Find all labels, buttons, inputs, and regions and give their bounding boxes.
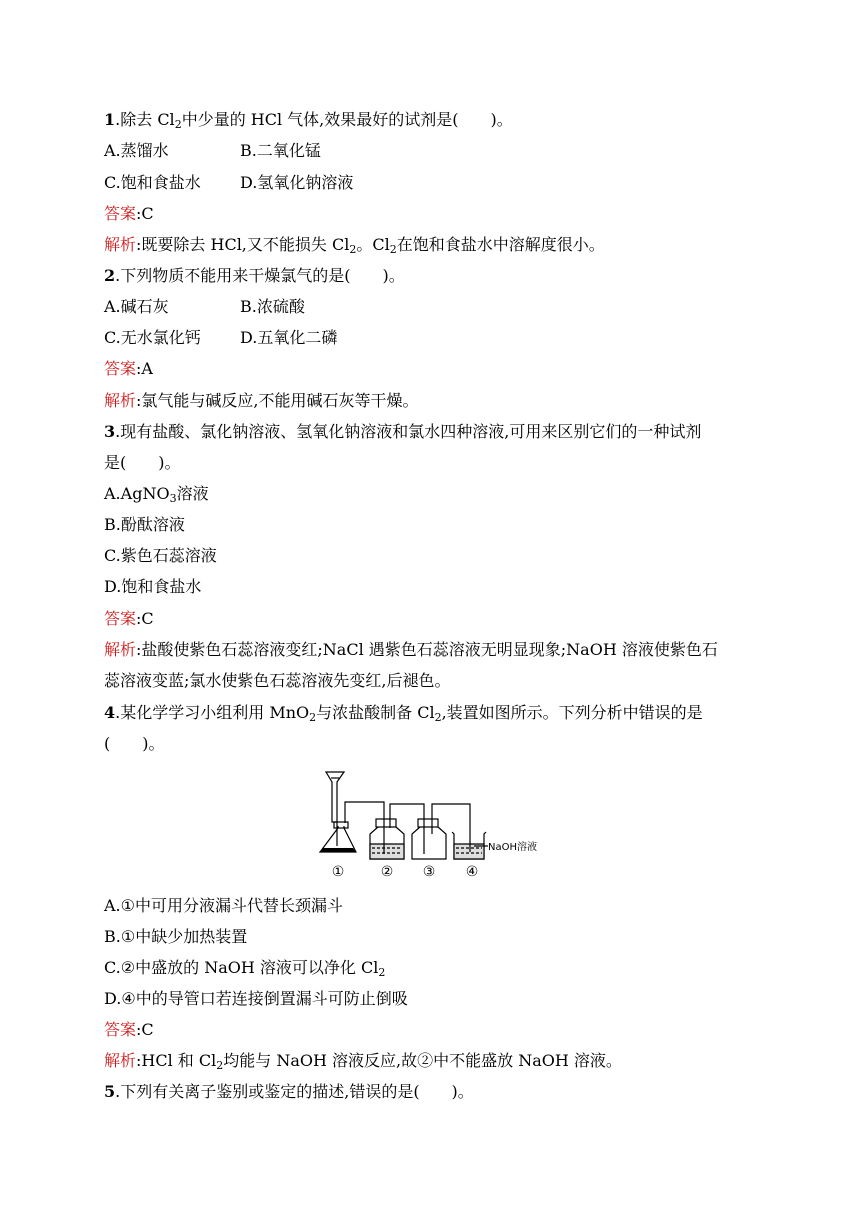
q5-number: 5: [104, 1082, 116, 1101]
q1-stem: 1.除去 $Cl_2$中少量的 HCl 气体,效果最好的试剂是( )。: [104, 110, 513, 131]
q1-option-a: A.蒸馏水: [104, 141, 169, 160]
answer-label: 答案: [104, 609, 137, 628]
q2-options-row2: [104, 328, 338, 348]
flask-1: [320, 772, 356, 852]
q4-stem-line2: ( )。: [104, 734, 165, 753]
q3-option-b: B.酚酞溶液: [104, 515, 185, 534]
q1-option-d: D.氢氧化钠溶液: [240, 173, 354, 192]
q4-answer: 答案:C: [104, 1020, 154, 1039]
apparatus-diagram: [312, 766, 552, 880]
q2-option-c: C.无水氯化钙: [104, 328, 201, 347]
q2-option-d: D.五氧化二磷: [240, 328, 338, 347]
q1-options-row1: [104, 141, 321, 161]
answer-label: 答案: [104, 204, 137, 223]
q2-number: 2: [104, 266, 116, 285]
analysis-label: 解析: [104, 235, 137, 254]
q3-option-c: C.紫色石蕊溶液: [104, 546, 217, 565]
marker-4: ④: [465, 864, 479, 880]
marker-3: ③: [422, 864, 436, 880]
beaker-label: NaOH溶液: [488, 842, 537, 853]
q4-option-b: B.①中缺少加热装置: [104, 927, 248, 946]
q1-analysis: 解析:既要除去 HCl,又不能损失 $Cl_2$。$Cl_2$在饱和食盐水中溶解度很小。: [104, 235, 605, 256]
q3-option-d: D.饱和食盐水: [104, 577, 202, 596]
bottle-3: [412, 819, 446, 859]
q4-option-c: C.②中盛放的 NaOH 溶液可以净化 $Cl_2$: [104, 958, 386, 979]
answer-label: 答案: [104, 1020, 137, 1039]
q5-stem: 5.下列有关离子鉴别或鉴定的描述,错误的是( )。: [104, 1082, 474, 1101]
q4-option-d: D.④中的导管口若连接倒置漏斗可防止倒吸: [104, 989, 408, 1008]
marker-2: ②: [380, 864, 394, 880]
q2-option-b: B.浓硫酸: [240, 297, 305, 316]
marker-1: ①: [331, 864, 345, 880]
analysis-label: 解析: [104, 640, 137, 659]
q1-answer: 答案:C: [104, 204, 154, 223]
q3-analysis-line2: 蕊溶液变蓝;氯水使紫色石蕊溶液先变红,后褪色。: [104, 671, 451, 690]
q3-number: 3: [104, 422, 116, 441]
q4-stem-line1: 4.某化学学习小组利用 MnO$_2$与浓盐酸制备 $Cl_2$,装置如图所示。下列分析中错误的是: [104, 703, 703, 724]
q4-option-a: A.①中可用分液漏斗代替长颈漏斗: [104, 896, 343, 915]
q1-options-row2: [104, 173, 354, 193]
tube-2-3: [390, 804, 424, 828]
q2-option-a: A.碱石灰: [104, 297, 169, 316]
q3-answer: 答案:C: [104, 609, 154, 628]
q1-number: 1: [104, 110, 116, 129]
q2-analysis: 解析:氯气能与碱反应,不能用碱石灰等干燥。: [104, 391, 419, 410]
q2-options-row1: [104, 297, 305, 317]
analysis-label: 解析: [104, 1051, 137, 1070]
q4-number: 4: [104, 703, 116, 722]
q4-analysis: 解析:HCl 和 $Cl_2$均能与 NaOH 溶液反应,故②中不能盛放 NaOH 溶液。: [104, 1051, 622, 1072]
q3-option-a: A.AgNO$_3$溶液: [104, 484, 209, 505]
q2-stem: 2.下列物质不能用来干燥氯气的是( )。: [104, 266, 405, 285]
q1-option-b: B.二氧化锰: [240, 141, 321, 160]
answer-label: 答案: [104, 359, 137, 378]
q2-answer: 答案:A: [104, 359, 153, 378]
q3-stem-line2: 是( )。: [104, 453, 181, 472]
analysis-label: 解析: [104, 391, 137, 410]
bottle-2: [370, 819, 404, 859]
q3-stem-line1: 3.现有盐酸、氯化钠溶液、氢氧化钠溶液和氯水四种溶液,可用来区别它们的一种试剂: [104, 422, 702, 441]
q1-option-c: C.饱和食盐水: [104, 173, 201, 192]
q3-analysis-line1: 解析:盐酸使紫色石蕊溶液变红;NaCl 遇紫色石蕊溶液无明显现象;NaOH 溶液使紫色石: [104, 640, 718, 659]
tube-1-2: [345, 802, 384, 828]
